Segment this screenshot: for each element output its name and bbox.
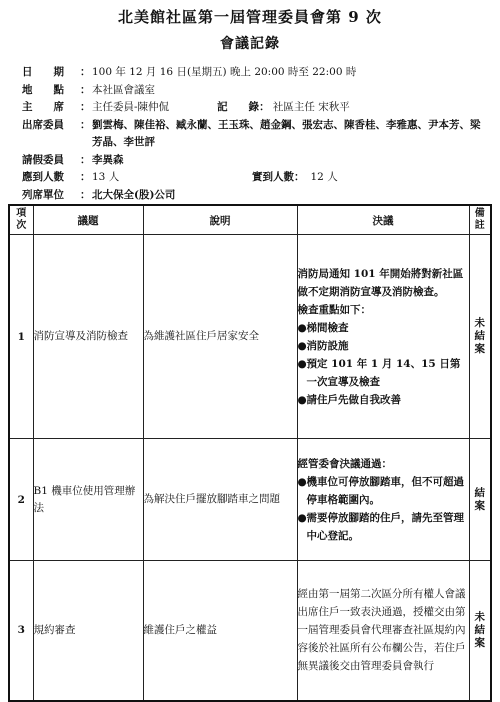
date-row: 日 期 ： 100 年 12 月 16 日(星期五) 晚上 20:00 時至 22:00 時 — [22, 64, 486, 82]
attendees-label: 出席委員 — [22, 118, 64, 131]
row-resolution: 經由第一屆第二次區分所有權人會議出席住戶一致表決通過，授權交由第一屆管理委員會代理審查社區規約內容後於社區所有公布欄公告，若住戶無異議後交由管理委員會執行 — [297, 561, 469, 701]
document-subtitle: 會議記錄 — [220, 36, 280, 52]
date-value: 100 年 12 月 16 日(星期五) 晚上 20:00 時至 22:00 時 — [92, 66, 357, 78]
expected-value: 13 人 — [92, 171, 120, 183]
row-remark: 未結案 — [469, 561, 491, 701]
row-explanation: 為維護社區住戶居家安全 — [143, 235, 297, 439]
chair-row: 主 席 ： 主任委員-陳仲侃 記 錄： 社區主任 宋秋平 — [22, 99, 486, 117]
place-label: 地 點 — [22, 83, 64, 96]
place-value: 本社區會議室 — [92, 83, 155, 96]
resolution-table — [8, 204, 492, 702]
table-row — [9, 561, 491, 701]
row-no: 3 — [9, 561, 33, 701]
attendees-row: 出席委員 ： 劉雲梅、陳佳裕、臧永蘭、王玉珠、趙金鋼、張宏志、陳香桂、李雅惠、尹本芳、梁芳晶、李世評 — [22, 117, 486, 152]
actual-value: 12 人 — [310, 171, 338, 183]
header-resolution: 決議 — [297, 205, 469, 235]
header-no: 項次 — [9, 205, 33, 235]
header-explanation: 說明 — [143, 205, 297, 235]
actual-label: 實到人數 — [252, 171, 294, 183]
row-explanation: 為解決住戶擺放腳踏車之問題 — [143, 439, 297, 561]
row-remark: 結案 — [469, 439, 491, 561]
row-subject: 消防宣導及消防檢查 — [33, 235, 143, 439]
recorder-value: 社區主任 宋秋平 — [272, 101, 350, 113]
leave-label: 請假委員 — [22, 153, 64, 166]
meeting-info — [22, 64, 486, 204]
place-row: 地 點 ： 本社區會議室 — [22, 82, 486, 100]
attendees-value: 劉雲梅、陳佳裕、臧永蘭、王玉珠、趙金鋼、張宏志、陳香桂、李雅惠、尹本芳、梁芳晶、李世評 — [92, 118, 481, 148]
row-subject: 規約審查 — [33, 561, 143, 701]
observer-value: 北大保全(股)公司 — [92, 188, 176, 201]
chair-label: 主 席 — [22, 101, 64, 113]
header-remark: 備註 — [469, 205, 491, 235]
leave-row: 請假委員 ： 李異森 — [22, 152, 486, 170]
row-explanation: 維護住戶之權益 — [143, 561, 297, 701]
leave-value: 李異森 — [92, 153, 124, 166]
date-label: 日 期 — [22, 66, 64, 78]
observer-row: 列席單位 ： 北大保全(股)公司 — [22, 187, 486, 205]
row-resolution: 經管委會決議通過： ● 機車位可停放腳踏車，但不可超過停車格範圍內。 ● 需要停放腳踏的住戶，請先至管理中心登記。 — [297, 439, 469, 561]
document-title: 北美館社區第一屆管理委員會第 9 次 — [118, 8, 382, 26]
header-subject: 議題 — [33, 205, 143, 235]
table-header-row — [9, 205, 491, 235]
row-no: 2 — [9, 439, 33, 561]
table-row — [9, 235, 491, 439]
chair-value: 主任委員-陳仲侃 — [92, 101, 170, 113]
expected-label: 應到人數 — [22, 171, 64, 183]
row-resolution: 消防局通知 101 年開始將對新社區做不定期消防宣導及消防檢查。 檢查重點如下： ● 梯間檢查 ● 消防設施 ● 預定 101 年 1 月 14、15 日第一次宣導及檢查 ● 請住戶先做自我改善 — [297, 235, 469, 439]
count-row: 應到人數 ： 13 人 實到人數 ： 12 人 — [22, 169, 486, 187]
row-subject: B1 機車位使用管理辦法 — [33, 439, 143, 561]
observer-label: 列席單位 — [22, 188, 64, 201]
table-row — [9, 439, 491, 561]
row-remark: 未結案 — [469, 235, 491, 439]
row-no: 1 — [9, 235, 33, 439]
recorder-label: 記 錄 — [217, 101, 260, 113]
